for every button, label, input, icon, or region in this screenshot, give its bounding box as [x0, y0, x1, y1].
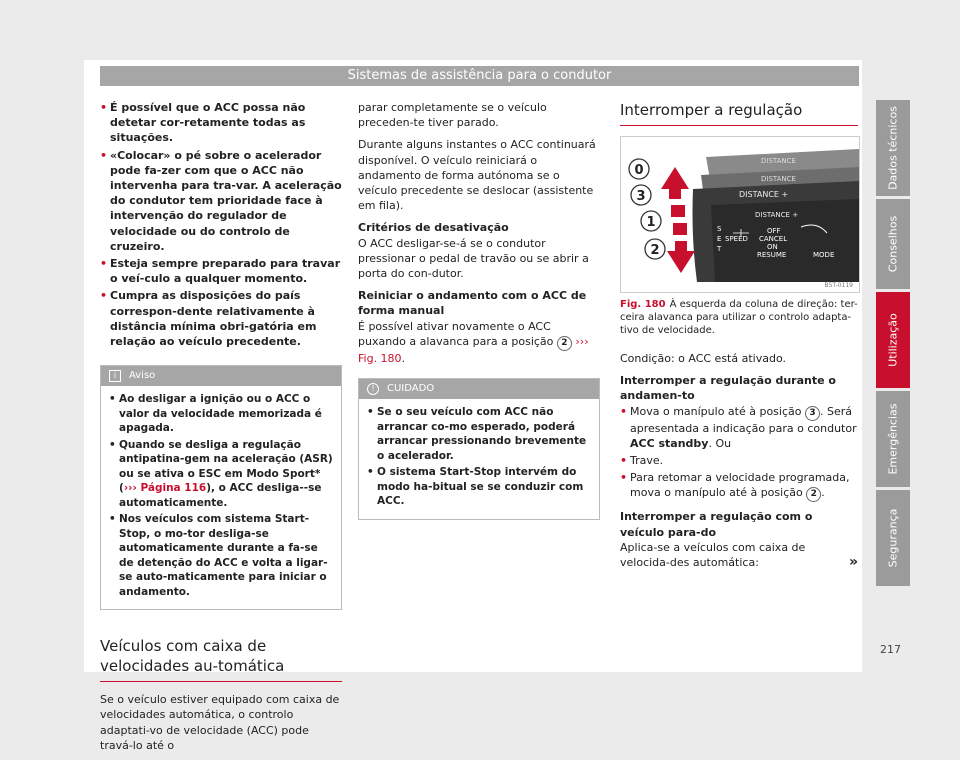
- lever-label: DISTANCE +: [755, 211, 799, 219]
- figure-number: Fig. 180: [620, 299, 666, 310]
- lever-label: OFF: [767, 227, 781, 235]
- tab-conselhos[interactable]: [876, 199, 910, 289]
- stalk-illustration: [621, 137, 859, 292]
- lever-label: DISTANCE: [761, 157, 796, 165]
- aviso-body: [101, 386, 341, 609]
- press-icon: [671, 205, 685, 217]
- subheading: Interromper a regulação durante o andamen-to: [620, 374, 836, 403]
- position-ref: 2: [557, 336, 572, 351]
- chapter-tabs: [876, 100, 910, 589]
- list-item: [620, 404, 858, 451]
- paragraph-text: É possível ativar novamente o ACC puxando a alavanca para a posição: [358, 319, 554, 348]
- position-3-label: 3: [636, 189, 646, 204]
- continue-marker: »: [848, 554, 858, 571]
- list-text: .: [821, 486, 825, 500]
- lever-label: SPEED: [725, 235, 748, 243]
- list-text-bold: ACC standby: [630, 436, 709, 450]
- subheading: Reiniciar o andamento com o ACC de forma manual: [358, 289, 587, 318]
- list-item: [620, 470, 858, 502]
- info-icon: i: [109, 370, 121, 382]
- tab-emergencias[interactable]: [876, 391, 910, 487]
- tab-label: Emergências: [886, 403, 900, 475]
- lever-label: RESUME: [757, 251, 787, 259]
- lever-label: MODE: [813, 251, 835, 259]
- list-item: • Ao desligar a ignição ou o ACC o valor da velocidade memorizada é apagada.: [109, 392, 333, 436]
- tab-label: Dados técnicos: [886, 106, 900, 190]
- tab-dados-tecnicos[interactable]: [876, 100, 910, 196]
- figure-code: B5T-0119: [824, 282, 853, 289]
- tab-label: Utilização: [886, 313, 900, 367]
- paragraph: Condição: o ACC está ativado.: [620, 352, 786, 365]
- paragraph: [620, 540, 858, 570]
- position-1-label: 1: [646, 215, 656, 230]
- lever-label: DISTANCE +: [739, 190, 789, 199]
- paragraph-text: .: [401, 351, 406, 365]
- page-link[interactable]: ››› Página 116: [123, 482, 207, 495]
- paragraph: [358, 319, 600, 366]
- aviso-text: ), o ACC desliga--se automaticamente.: [119, 482, 322, 509]
- caption-text: À esquerda da coluna de direção: ter-ceira alavanca para utilizar o controlo adapta-tivo de velocidade.: [620, 299, 858, 336]
- position-2-label: 2: [650, 243, 660, 258]
- paragraph: parar completamente se o veículo preceden-te tiver parado.: [358, 101, 547, 130]
- list-item: [109, 438, 333, 511]
- cuidado-header: [359, 379, 599, 399]
- lever-label: S: [717, 225, 722, 233]
- figure-180: [620, 136, 860, 293]
- list-text: . Será apresentada a indicação para o condutor: [630, 404, 857, 435]
- list-item: • Se o seu veículo com ACC não arrancar co-mo esperado, poderá arrancar pressionando brevemente o acelerador.: [367, 405, 591, 463]
- tab-label: Segurança: [886, 508, 900, 568]
- list-item: • Cumpra as disposições do país correspon-dente relativamente à distância mínima obri-gatória em relação ao veículo precedente.: [100, 288, 342, 349]
- warning-list: [100, 100, 342, 349]
- lever-label: CANCEL: [759, 235, 788, 243]
- figure-caption: [620, 298, 858, 337]
- paragraph: Durante alguns instantes o ACC continuará disponível. O veículo reiniciará o andamento de forma autónoma se o veículo precedente se deslocar (assistente em fila).: [358, 138, 596, 213]
- list-item: • O sistema Start-Stop intervém do modo ha-bitual se se conduzir com ACC.: [367, 465, 591, 509]
- figure-link[interactable]: ››› Fig. 180: [358, 334, 589, 365]
- lever-label: ON: [767, 243, 778, 251]
- column-middle: [358, 100, 600, 520]
- paragraph: Se o veículo estiver equipado com caixa de velocidades automática, o controlo adaptati-vo de velocidade (ACC) pode travá-lo até o: [100, 693, 340, 752]
- position-0-label: 0: [634, 163, 644, 178]
- column-right: [620, 100, 858, 577]
- list-item: • «Colocar» o pé sobre o acelerador pode fa-zer com que o ACC não intervenha para tra-var. A aceleração do condutor tem prioridade face à intervenção do regulador de velocidade ou do controlo de cruzeiro.: [100, 148, 342, 254]
- list-item: • Trave.: [620, 453, 858, 468]
- warning-icon: !: [367, 383, 379, 395]
- cuidado-title: CUIDADO: [387, 383, 435, 395]
- position-ref: 3: [805, 406, 820, 421]
- aviso-header: [101, 366, 341, 386]
- list-text: Mova o manípulo até à posição: [630, 404, 802, 418]
- lever-label: T: [717, 245, 722, 253]
- page-header: Sistemas de assistência para o condutor: [100, 66, 859, 86]
- aviso-title: Aviso: [129, 370, 156, 382]
- cuidado-box: [358, 378, 600, 520]
- list-text: . Ou: [708, 436, 732, 450]
- cuidado-body: [359, 399, 599, 519]
- tab-utilizacao[interactable]: [876, 292, 910, 388]
- list-item: • Esteja sempre preparado para travar o veí-culo a qualquer momento.: [100, 256, 342, 286]
- list-item: • É possível que o ACC possa não detetar cor-retamente todas as situações.: [100, 100, 342, 146]
- tab-label: Conselhos: [886, 215, 900, 273]
- aviso-box: [100, 365, 342, 610]
- section-title: Interromper a regulação: [620, 100, 858, 126]
- column-left: [100, 100, 342, 760]
- section-title: Veículos com caixa de velocidades au-tomática: [100, 636, 342, 682]
- tab-seguranca[interactable]: [876, 490, 910, 586]
- paragraph: O ACC desligar-se-á se o condutor pressionar o pedal de travão ou se abrir a porta do con-dutor.: [358, 236, 589, 281]
- lever-label: E: [717, 235, 722, 243]
- subheading: Interromper a regulação com o veículo para-do: [620, 510, 813, 539]
- lever-label: DISTANCE: [761, 175, 796, 183]
- subheading: Critérios de desativação: [358, 221, 509, 235]
- press-icon: [673, 223, 687, 235]
- list-item: • Nos veículos com sistema Start-Stop, o mo-tor desliga-se automaticamente durante a fa-se de detenção do ACC e volta a ligar-se auto-maticamente para iniciar o andamento.: [109, 512, 333, 599]
- position-ref: 2: [806, 487, 821, 502]
- paragraph-text: Aplica-se a veículos com caixa de velocida-des automática:: [620, 540, 806, 570]
- list-text: Para retomar a velocidade programada, mova o manípulo até à posição: [630, 471, 850, 500]
- aviso-text: Quando se desliga a regulação antipatina-gem na aceleração (ASR) ou se ativa o ESC em Modo Sport* (: [119, 438, 333, 495]
- page-number: 217: [880, 643, 901, 656]
